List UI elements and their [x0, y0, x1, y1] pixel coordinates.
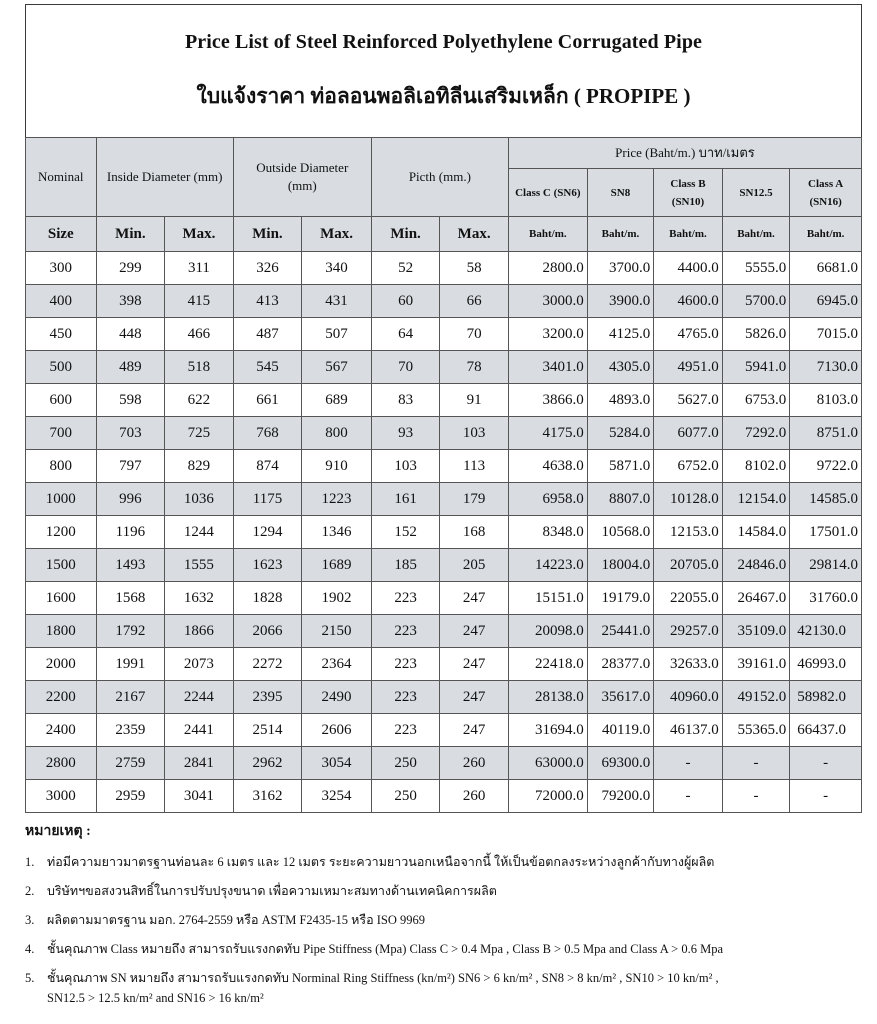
note-item	[25, 883, 865, 899]
cell-size: 1500	[26, 549, 97, 582]
cell-inside-max: 2244	[165, 681, 234, 714]
cell-price-class-b: 10128.0	[654, 483, 723, 516]
table-row	[26, 747, 862, 780]
header-pitch-max: Max.	[440, 217, 509, 252]
cell-price-sn8: 4305.0	[587, 351, 654, 384]
header-outside-diameter	[233, 138, 371, 217]
cell-pitch-min: 64	[371, 318, 440, 351]
cell-price-class-b: 29257.0	[654, 615, 723, 648]
cell-pitch-max: 260	[440, 780, 509, 813]
cell-inside-min: 1991	[96, 648, 165, 681]
table-row	[26, 780, 862, 813]
table-row	[26, 252, 862, 285]
note-text-continuation: SN12.5 > 12.5 kn/m² and SN16 > 16 kn/m²	[47, 991, 264, 1005]
cell-outside-max: 800	[302, 417, 372, 450]
table-row	[26, 483, 862, 516]
cell-outside-min: 2066	[233, 615, 302, 648]
cell-outside-max: 2606	[302, 714, 372, 747]
cell-size: 1000	[26, 483, 97, 516]
cell-size: 500	[26, 351, 97, 384]
table-row	[26, 516, 862, 549]
cell-inside-min: 2359	[96, 714, 165, 747]
note-item	[25, 970, 865, 986]
cell-price-class-a: 29814.0	[790, 549, 862, 582]
title-box	[25, 4, 862, 137]
note-text: ท่อมีความยาวมาตรฐานท่อนละ 6 เมตร และ 12 เมตร ระยะความยาวนอกเหนือจากนี้ ให้เป็นข้อตกลงระหว่างลูกค้ากับทางผู้ผลิต	[47, 855, 715, 869]
cell-outside-min: 2395	[233, 681, 302, 714]
cell-price-class-c: 20098.0	[508, 615, 587, 648]
cell-price-sn8: 28377.0	[587, 648, 654, 681]
cell-inside-min: 299	[96, 252, 165, 285]
table-row	[26, 582, 862, 615]
cell-pitch-max: 179	[440, 483, 509, 516]
cell-pitch-min: 223	[371, 582, 440, 615]
cell-size: 2800	[26, 747, 97, 780]
cell-pitch-min: 250	[371, 747, 440, 780]
note-item	[25, 912, 865, 928]
cell-inside-min: 1196	[96, 516, 165, 549]
cell-price-class-a: 17501.0	[790, 516, 862, 549]
note-number: 2.	[25, 884, 35, 898]
header-class-a-line1: Class A	[808, 177, 844, 190]
cell-price-sn12-5: 6753.0	[722, 384, 790, 417]
cell-price-sn8: 3700.0	[587, 252, 654, 285]
cell-pitch-min: 103	[371, 450, 440, 483]
note-item	[25, 941, 865, 957]
cell-pitch-max: 66	[440, 285, 509, 318]
table-row	[26, 450, 862, 483]
cell-price-class-c: 3866.0	[508, 384, 587, 417]
cell-pitch-max: 91	[440, 384, 509, 417]
cell-price-sn8: 35617.0	[587, 681, 654, 714]
header-outside-min: Min.	[233, 217, 302, 252]
cell-price-class-b: 4951.0	[654, 351, 723, 384]
cell-price-sn12-5: -	[722, 780, 790, 813]
price-table-body	[26, 252, 862, 813]
header-class-b-line1: Class B	[670, 177, 706, 190]
cell-price-sn8: 19179.0	[587, 582, 654, 615]
cell-price-class-b: 4400.0	[654, 252, 723, 285]
table-row	[26, 285, 862, 318]
cell-price-class-b: -	[654, 780, 723, 813]
header-outside-diameter-line1: Outside Diameter	[256, 160, 349, 175]
cell-price-sn12-5: 5700.0	[722, 285, 790, 318]
cell-inside-min: 2959	[96, 780, 165, 813]
cell-pitch-min: 185	[371, 549, 440, 582]
cell-inside-min: 448	[96, 318, 165, 351]
cell-price-class-a: 58982.0	[790, 681, 862, 714]
cell-price-sn12-5: 8102.0	[722, 450, 790, 483]
header-inside-diameter: Inside Diameter (mm)	[96, 138, 233, 217]
cell-outside-min: 768	[233, 417, 302, 450]
cell-outside-max: 2150	[302, 615, 372, 648]
cell-price-class-c: 3200.0	[508, 318, 587, 351]
table-row	[26, 351, 862, 384]
cell-inside-min: 398	[96, 285, 165, 318]
cell-outside-max: 1346	[302, 516, 372, 549]
cell-price-class-a: 8103.0	[790, 384, 862, 417]
cell-price-sn8: 69300.0	[587, 747, 654, 780]
cell-price-class-c: 6958.0	[508, 483, 587, 516]
cell-pitch-max: 247	[440, 615, 509, 648]
cell-outside-min: 1828	[233, 582, 302, 615]
cell-price-sn12-5: -	[722, 747, 790, 780]
cell-outside-max: 507	[302, 318, 372, 351]
cell-outside-min: 874	[233, 450, 302, 483]
cell-outside-max: 910	[302, 450, 372, 483]
cell-size: 2400	[26, 714, 97, 747]
header-unit-class-a: Baht/m.	[790, 217, 862, 252]
cell-pitch-min: 223	[371, 648, 440, 681]
cell-price-class-a: 6945.0	[790, 285, 862, 318]
header-price: Price (Baht/m.) บาท/เมตร	[508, 138, 861, 169]
header-class-b-line2: (SN10)	[671, 195, 705, 208]
header-pitch-min: Min.	[371, 217, 440, 252]
cell-pitch-max: 247	[440, 648, 509, 681]
cell-price-class-c: 28138.0	[508, 681, 587, 714]
cell-price-sn12-5: 5555.0	[722, 252, 790, 285]
cell-outside-max: 3254	[302, 780, 372, 813]
cell-outside-max: 2490	[302, 681, 372, 714]
cell-price-class-b: 5627.0	[654, 384, 723, 417]
cell-size: 400	[26, 285, 97, 318]
cell-price-class-a: 9722.0	[790, 450, 862, 483]
cell-pitch-max: 58	[440, 252, 509, 285]
cell-size: 1600	[26, 582, 97, 615]
title-thai: ใบแจ้งราคา ท่อลอนพอลิเอทิลีนเสริมเหล็ก ( PROPIPE )	[196, 84, 691, 108]
cell-price-sn12-5: 24846.0	[722, 549, 790, 582]
cell-pitch-max: 103	[440, 417, 509, 450]
cell-price-class-a: 14585.0	[790, 483, 862, 516]
cell-price-class-a: 8751.0	[790, 417, 862, 450]
cell-pitch-min: 223	[371, 615, 440, 648]
cell-pitch-min: 83	[371, 384, 440, 417]
cell-inside-max: 415	[165, 285, 234, 318]
cell-price-class-c: 63000.0	[508, 747, 587, 780]
cell-inside-min: 1493	[96, 549, 165, 582]
header-class-a	[790, 169, 862, 217]
cell-inside-min: 2759	[96, 747, 165, 780]
cell-pitch-min: 223	[371, 681, 440, 714]
cell-inside-min: 1568	[96, 582, 165, 615]
cell-size: 3000	[26, 780, 97, 813]
cell-pitch-max: 247	[440, 681, 509, 714]
cell-outside-min: 413	[233, 285, 302, 318]
header-unit-sn8: Baht/m.	[587, 217, 654, 252]
cell-inside-max: 3041	[165, 780, 234, 813]
cell-price-sn12-5: 26467.0	[722, 582, 790, 615]
cell-outside-max: 431	[302, 285, 372, 318]
cell-outside-min: 1294	[233, 516, 302, 549]
cell-pitch-min: 70	[371, 351, 440, 384]
notes-heading: หมายเหตุ :	[25, 824, 91, 839]
cell-outside-min: 1623	[233, 549, 302, 582]
header-class-b	[654, 169, 723, 217]
cell-price-sn8: 40119.0	[587, 714, 654, 747]
cell-price-sn8: 5284.0	[587, 417, 654, 450]
notes-section	[25, 820, 865, 1019]
cell-outside-max: 3054	[302, 747, 372, 780]
cell-inside-max: 466	[165, 318, 234, 351]
cell-pitch-min: 223	[371, 714, 440, 747]
cell-inside-max: 2073	[165, 648, 234, 681]
cell-price-class-c: 8348.0	[508, 516, 587, 549]
cell-price-sn12-5: 39161.0	[722, 648, 790, 681]
cell-size: 700	[26, 417, 97, 450]
cell-inside-max: 725	[165, 417, 234, 450]
note-item-continuation	[25, 990, 865, 1006]
cell-price-class-b: 46137.0	[654, 714, 723, 747]
note-number: 1.	[25, 855, 35, 869]
cell-pitch-max: 247	[440, 582, 509, 615]
cell-size: 300	[26, 252, 97, 285]
header-size: Size	[26, 217, 97, 252]
cell-pitch-max: 70	[440, 318, 509, 351]
cell-price-sn12-5: 7292.0	[722, 417, 790, 450]
cell-pitch-min: 250	[371, 780, 440, 813]
cell-pitch-max: 168	[440, 516, 509, 549]
header-unit-class-c: Baht/m.	[508, 217, 587, 252]
cell-size: 2000	[26, 648, 97, 681]
table-row	[26, 384, 862, 417]
cell-price-class-c: 4175.0	[508, 417, 587, 450]
header-nominal: Nominal	[26, 138, 97, 217]
note-text: ชั้นคุณภาพ Class หมายถึง สามารถรับแรงกดทับ Pipe Stiffness (Mpa) Class C > 0.4 Mpa , Class B > 0.5 Mpa and Class A > 0.6 Mpa	[47, 942, 724, 956]
cell-pitch-max: 247	[440, 714, 509, 747]
cell-inside-max: 1866	[165, 615, 234, 648]
cell-pitch-max: 205	[440, 549, 509, 582]
cell-price-sn8: 4125.0	[587, 318, 654, 351]
header-pitch: Picth (mm.)	[371, 138, 508, 217]
cell-price-class-b: 6752.0	[654, 450, 723, 483]
table-row	[26, 681, 862, 714]
cell-price-sn8: 25441.0	[587, 615, 654, 648]
cell-price-sn8: 4893.0	[587, 384, 654, 417]
cell-price-sn12-5: 5826.0	[722, 318, 790, 351]
cell-outside-max: 340	[302, 252, 372, 285]
price-table	[25, 137, 862, 813]
table-row	[26, 318, 862, 351]
cell-inside-min: 598	[96, 384, 165, 417]
cell-price-class-c: 2800.0	[508, 252, 587, 285]
cell-inside-min: 489	[96, 351, 165, 384]
cell-inside-min: 996	[96, 483, 165, 516]
cell-pitch-min: 152	[371, 516, 440, 549]
cell-inside-max: 622	[165, 384, 234, 417]
cell-outside-min: 1175	[233, 483, 302, 516]
note-text: ผลิตตามมาตรฐาน มอก. 2764-2559 หรือ ASTM F2435-15 หรือ ISO 9969	[47, 913, 426, 927]
cell-price-class-a: 46993.0	[790, 648, 862, 681]
cell-price-class-c: 72000.0	[508, 780, 587, 813]
cell-inside-max: 1036	[165, 483, 234, 516]
cell-outside-min: 2272	[233, 648, 302, 681]
cell-outside-min: 2962	[233, 747, 302, 780]
cell-size: 600	[26, 384, 97, 417]
cell-price-class-b: 32633.0	[654, 648, 723, 681]
cell-price-sn12-5: 49152.0	[722, 681, 790, 714]
cell-inside-max: 829	[165, 450, 234, 483]
cell-price-class-a: 7015.0	[790, 318, 862, 351]
cell-inside-max: 311	[165, 252, 234, 285]
table-row	[26, 549, 862, 582]
cell-outside-max: 689	[302, 384, 372, 417]
cell-price-class-c: 22418.0	[508, 648, 587, 681]
header-inside-min: Min.	[96, 217, 165, 252]
note-number: 4.	[25, 942, 35, 956]
cell-size: 2200	[26, 681, 97, 714]
cell-inside-min: 797	[96, 450, 165, 483]
cell-price-class-c: 14223.0	[508, 549, 587, 582]
cell-outside-max: 1223	[302, 483, 372, 516]
cell-size: 1800	[26, 615, 97, 648]
cell-price-class-a: 7130.0	[790, 351, 862, 384]
header-unit-sn12-5: Baht/m.	[722, 217, 790, 252]
cell-price-sn12-5: 5941.0	[722, 351, 790, 384]
cell-price-class-c: 3401.0	[508, 351, 587, 384]
cell-price-class-b: 22055.0	[654, 582, 723, 615]
cell-price-class-b: 4600.0	[654, 285, 723, 318]
cell-outside-max: 1689	[302, 549, 372, 582]
cell-price-class-b: 40960.0	[654, 681, 723, 714]
cell-size: 1200	[26, 516, 97, 549]
header-class-a-line2: (SN16)	[809, 195, 842, 208]
header-outside-max: Max.	[302, 217, 372, 252]
cell-outside-min: 487	[233, 318, 302, 351]
cell-pitch-min: 52	[371, 252, 440, 285]
cell-price-sn8: 10568.0	[587, 516, 654, 549]
header-outside-diameter-line2: (mm)	[287, 178, 317, 193]
cell-inside-min: 1792	[96, 615, 165, 648]
cell-price-class-b: 20705.0	[654, 549, 723, 582]
cell-pitch-max: 113	[440, 450, 509, 483]
cell-price-sn12-5: 14584.0	[722, 516, 790, 549]
cell-outside-max: 567	[302, 351, 372, 384]
cell-size: 800	[26, 450, 97, 483]
cell-price-class-b: 4765.0	[654, 318, 723, 351]
cell-inside-max: 1244	[165, 516, 234, 549]
table-row	[26, 648, 862, 681]
note-text: บริษัทฯขอสงวนสิทธิ์ในการปรับปรุงขนาด เพื่อความเหมาะสมทางด้านเทคนิคการผลิต	[47, 884, 497, 898]
cell-price-class-a: -	[790, 747, 862, 780]
cell-pitch-max: 78	[440, 351, 509, 384]
cell-price-sn12-5: 55365.0	[722, 714, 790, 747]
header-unit-class-b: Baht/m.	[654, 217, 723, 252]
cell-price-sn12-5: 35109.0	[722, 615, 790, 648]
cell-outside-max: 1902	[302, 582, 372, 615]
header-class-c: Class C (SN6)	[508, 169, 587, 217]
header-sn12-5: SN12.5	[722, 169, 790, 217]
cell-inside-min: 703	[96, 417, 165, 450]
cell-price-class-c: 15151.0	[508, 582, 587, 615]
cell-price-class-a: 66437.0	[790, 714, 862, 747]
cell-price-class-c: 4638.0	[508, 450, 587, 483]
cell-price-class-a: 6681.0	[790, 252, 862, 285]
cell-inside-min: 2167	[96, 681, 165, 714]
cell-price-sn8: 8807.0	[587, 483, 654, 516]
cell-outside-min: 2514	[233, 714, 302, 747]
cell-price-class-a: 31760.0	[790, 582, 862, 615]
cell-price-class-a: -	[790, 780, 862, 813]
note-number: 3.	[25, 913, 35, 927]
cell-inside-max: 2441	[165, 714, 234, 747]
cell-outside-min: 661	[233, 384, 302, 417]
cell-price-sn8: 18004.0	[587, 549, 654, 582]
cell-pitch-min: 161	[371, 483, 440, 516]
cell-inside-max: 518	[165, 351, 234, 384]
note-item	[25, 854, 865, 870]
cell-price-sn12-5: 12154.0	[722, 483, 790, 516]
cell-price-class-c: 3000.0	[508, 285, 587, 318]
header-inside-max: Max.	[165, 217, 234, 252]
cell-price-sn8: 79200.0	[587, 780, 654, 813]
cell-price-class-b: 6077.0	[654, 417, 723, 450]
cell-price-class-a: 42130.0	[790, 615, 862, 648]
cell-price-sn8: 3900.0	[587, 285, 654, 318]
title-english: Price List of Steel Reinforced Polyethylene Corrugated Pipe	[184, 31, 703, 53]
cell-inside-max: 1555	[165, 549, 234, 582]
cell-pitch-min: 60	[371, 285, 440, 318]
cell-outside-max: 2364	[302, 648, 372, 681]
cell-price-class-b: 12153.0	[654, 516, 723, 549]
table-row	[26, 417, 862, 450]
price-sheet	[25, 4, 862, 813]
table-row	[26, 714, 862, 747]
cell-size: 450	[26, 318, 97, 351]
cell-inside-max: 2841	[165, 747, 234, 780]
table-row	[26, 615, 862, 648]
note-text: ชั้นคุณภาพ SN หมายถึง สามารถรับแรงกดทับ Norminal Ring Stiffness (kn/m²) SN6 > 6 kn/m² , SN8 > 8 kn/m² , SN10 > 10 kn/m² ,	[47, 971, 719, 985]
cell-price-sn8: 5871.0	[587, 450, 654, 483]
cell-inside-max: 1632	[165, 582, 234, 615]
cell-price-class-c: 31694.0	[508, 714, 587, 747]
cell-pitch-min: 93	[371, 417, 440, 450]
header-sn8: SN8	[587, 169, 654, 217]
note-number: 5.	[25, 971, 35, 985]
cell-outside-min: 326	[233, 252, 302, 285]
cell-outside-min: 3162	[233, 780, 302, 813]
cell-price-class-b: -	[654, 747, 723, 780]
cell-outside-min: 545	[233, 351, 302, 384]
cell-pitch-max: 260	[440, 747, 509, 780]
